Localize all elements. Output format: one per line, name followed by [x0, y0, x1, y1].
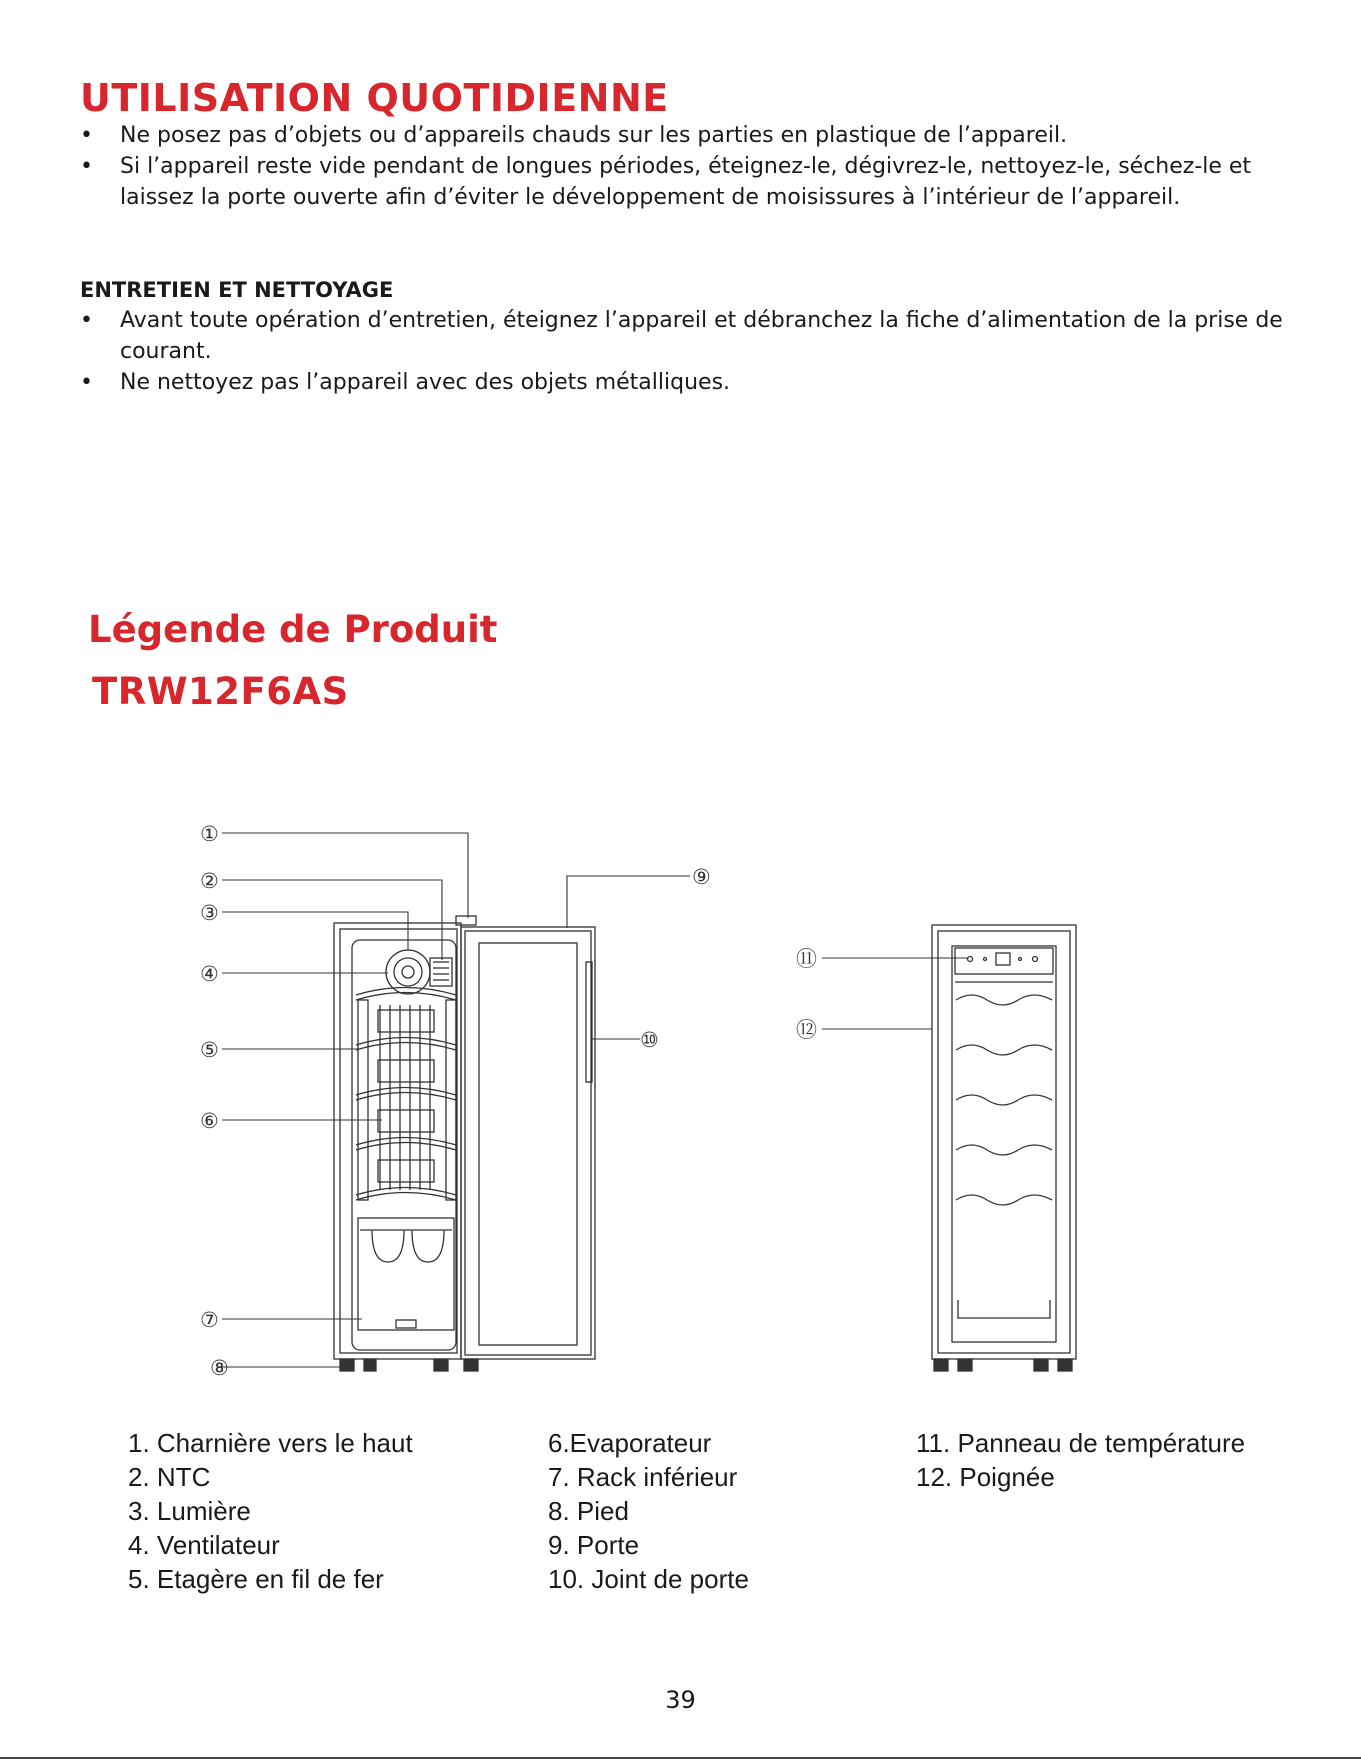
callout-1: ①: [200, 822, 219, 846]
daily-use-list: [80, 120, 1295, 213]
list-item: • Si l’appareil reste vide pendant de longues périodes, éteignez-le, dégivrez-le, nettoyez-le, séchez-le et laissez la porte ouverte afin d’éviter le développement de moisissures à l’intérieur de l’appareil.: [80, 151, 1295, 213]
callout-12: ⑫: [796, 1018, 817, 1042]
legend-item: 10. Joint de porte: [548, 1564, 749, 1594]
legend-item: 12. Poignée: [916, 1462, 1055, 1492]
legend-item: 8. Pied: [548, 1496, 629, 1526]
bottom-divider: [0, 1757, 1361, 1759]
callout-4: ④: [200, 962, 219, 986]
callout-3: ③: [200, 901, 219, 925]
callout-10: ⑩: [640, 1028, 659, 1052]
list-item: • Ne nettoyez pas l’appareil avec des objets métalliques.: [80, 367, 1295, 398]
callout-11: ⑪: [796, 947, 817, 971]
legend-item: 6.Evaporateur: [548, 1428, 712, 1458]
cabinet-open-view: [334, 916, 478, 1371]
legend-item: 11. Panneau de température: [916, 1428, 1246, 1458]
legend-column-3: [916, 1426, 1245, 1494]
legend-item: 1. Charnière vers le haut: [128, 1428, 413, 1458]
legend-item: 2. NTC: [128, 1462, 211, 1492]
callout-8: ⑧: [210, 1356, 229, 1380]
legend-item: 5. Etagère en fil de fer: [128, 1564, 384, 1594]
list-item: • Ne posez pas d’objets ou d’appareils chauds sur les parties en plastique de l’appareil.: [80, 120, 1295, 151]
callout-2: ②: [200, 869, 219, 893]
legend-item: 9. Porte: [548, 1530, 640, 1560]
legend-item: 4. Ventilateur: [128, 1530, 280, 1560]
list-item: • Avant toute opération d’entretien, éteignez l’appareil et débranchez la fiche d’alimentation de la prise de courant.: [80, 305, 1295, 367]
callout-5: ⑤: [200, 1038, 219, 1062]
legend-item: 3. Lumière: [128, 1496, 251, 1526]
product-diagram: [0, 800, 1361, 1400]
page-number: 39: [665, 1686, 696, 1714]
callout-9: ⑨: [692, 865, 711, 889]
legend-title: Légende de Produit: [88, 608, 498, 651]
callout-7: ⑦: [200, 1308, 219, 1332]
section-title-daily-use: UTILISATION QUOTIDIENNE: [80, 76, 669, 120]
callout-6: ⑥: [200, 1109, 219, 1133]
legend-item: 7. Rack inférieur: [548, 1462, 738, 1492]
legend-column-1: [128, 1426, 413, 1596]
door-open-view: [461, 927, 595, 1359]
legend-column-2: [548, 1426, 749, 1596]
section-title-maintenance: ENTRETIEN ET NETTOYAGE: [80, 278, 394, 302]
model-number: TRW12F6AS: [92, 670, 349, 713]
cabinet-closed-view: [932, 925, 1076, 1371]
maintenance-list: [80, 305, 1295, 398]
